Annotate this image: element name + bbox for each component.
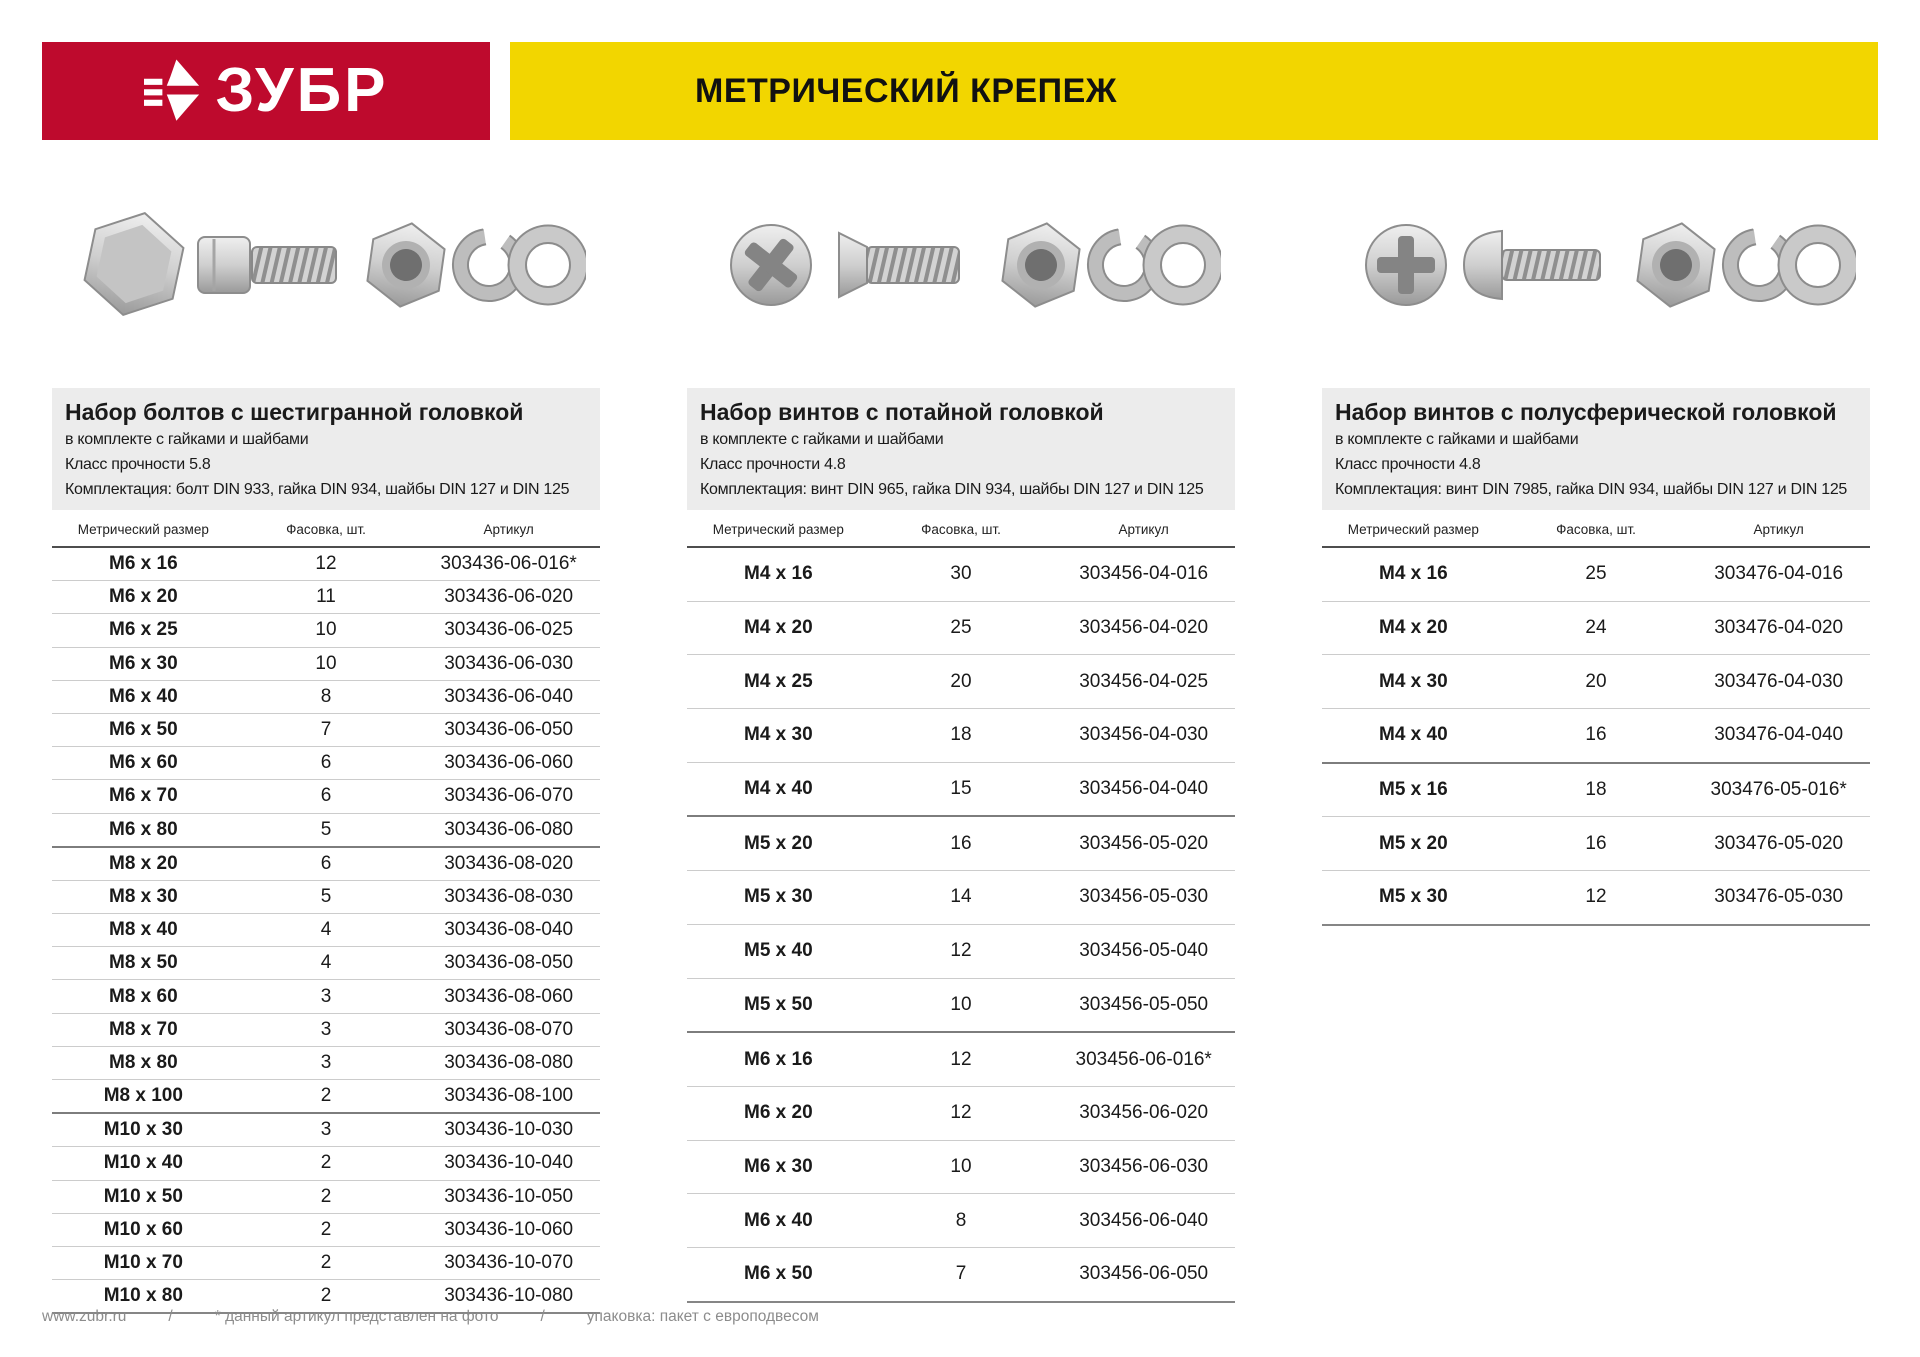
- cell-size: М4 х 30: [1379, 670, 1448, 692]
- col-header-size: Метрический размер: [77, 522, 209, 537]
- cell-size: М6 х 16: [109, 553, 178, 575]
- product-title: Набор винтов с потайной головкой: [700, 399, 1104, 425]
- table-row: [687, 601, 1235, 655]
- cell-size: М5 х 30: [1379, 886, 1448, 908]
- cell-art: 303476-05-020: [1714, 832, 1844, 854]
- product-info-block: [687, 388, 1235, 510]
- cell-art: 303456-04-025: [1079, 670, 1209, 692]
- cell-art: 303456-06-050: [1079, 1263, 1209, 1285]
- table-row: [687, 762, 1235, 816]
- cell-art: 303456-05-030: [1079, 886, 1209, 908]
- cell-qty: 6: [320, 752, 332, 774]
- cell-qty: 24: [1585, 617, 1607, 639]
- cell-qty: 10: [950, 1155, 972, 1177]
- product-subtitle: в комплекте с гайками и шайбами: [700, 431, 944, 448]
- table-row: [687, 654, 1235, 708]
- footer-separator: /: [168, 1308, 173, 1325]
- cell-qty: 2: [320, 1285, 332, 1307]
- cell-art: 303436-10-050: [444, 1185, 574, 1207]
- cell-size: М10 х 80: [103, 1285, 183, 1307]
- zubr-bison-icon: [144, 57, 200, 125]
- components-line: Комплектация: болт DIN 933, гайка DIN 934, шайбы DIN 127 и DIN 125: [65, 481, 570, 498]
- components-line: Комплектация: винт DIN 965, гайка DIN 934, шайбы DIN 127 и DIN 125: [700, 481, 1204, 498]
- table-row: [52, 813, 600, 846]
- col-header-qty: Фасовка, шт.: [286, 522, 366, 537]
- cell-size: М6 х 30: [109, 652, 178, 674]
- cell-art: 303436-10-060: [444, 1218, 574, 1240]
- product-info-block: [1322, 388, 1870, 510]
- column-pan-head-screws: [1322, 140, 1870, 1314]
- components-line: Комплектация: винт DIN 7985, гайка DIN 934, шайбы DIN 127 и DIN 125: [1335, 481, 1848, 498]
- table-body: [1322, 548, 1870, 926]
- table-row: [1322, 764, 1870, 817]
- cell-size: М4 х 20: [1379, 617, 1448, 639]
- cell-art: 303436-08-030: [444, 885, 574, 907]
- cell-qty: 10: [315, 619, 337, 641]
- table-row: [687, 1193, 1235, 1247]
- cell-qty: 7: [320, 719, 332, 741]
- cell-qty: 2: [320, 1252, 332, 1274]
- cell-size: М6 х 50: [744, 1263, 813, 1285]
- table-row: [52, 680, 600, 713]
- table-row: [687, 1033, 1235, 1086]
- table-row: [687, 817, 1235, 870]
- cell-size: М5 х 40: [744, 940, 813, 962]
- cell-art: 303456-06-040: [1079, 1209, 1209, 1231]
- cell-art: 303456-04-030: [1079, 724, 1209, 746]
- cell-qty: 30: [950, 563, 972, 585]
- cell-art: 303436-06-040: [444, 685, 574, 707]
- product-title: Набор болтов с шестигранной головкой: [65, 399, 524, 425]
- cell-qty: 11: [316, 586, 336, 608]
- cell-size: М6 х 40: [744, 1209, 813, 1231]
- cell-qty: 12: [315, 553, 337, 575]
- size-group: [687, 1031, 1235, 1300]
- size-group: [52, 1112, 600, 1312]
- cell-qty: 7: [955, 1263, 967, 1285]
- cell-qty: 3: [320, 1018, 332, 1040]
- cell-size: М5 х 30: [744, 886, 813, 908]
- cell-art: 303436-10-040: [444, 1152, 574, 1174]
- cell-size: М10 х 50: [103, 1185, 183, 1207]
- table-header: [1322, 510, 1870, 548]
- cell-qty: 8: [955, 1209, 967, 1231]
- cell-size: М8 х 50: [109, 952, 178, 974]
- cell-qty: 5: [320, 885, 332, 907]
- size-group: [687, 815, 1235, 1031]
- cell-qty: 2: [320, 1185, 332, 1207]
- cell-art: 303436-06-060: [444, 752, 574, 774]
- table-row: [52, 1246, 600, 1279]
- cell-size: М8 х 20: [109, 852, 178, 874]
- cell-art: 303476-04-030: [1714, 670, 1844, 692]
- cell-art: 303436-08-020: [444, 852, 574, 874]
- strength-class: Класс прочности 5.8: [65, 456, 211, 473]
- table-row: [52, 1180, 600, 1213]
- cell-size: М8 х 30: [109, 885, 178, 907]
- col-header-article: Артикул: [1118, 522, 1169, 537]
- table-row: [52, 880, 600, 913]
- cell-qty: 10: [950, 993, 972, 1015]
- cell-qty: 2: [320, 1218, 332, 1240]
- cell-size: М6 х 60: [109, 752, 178, 774]
- cell-size: М6 х 70: [109, 785, 178, 807]
- cell-size: М4 х 30: [744, 724, 813, 746]
- table-row: [1322, 548, 1870, 601]
- table-row: [687, 870, 1235, 924]
- cell-qty: 25: [950, 617, 972, 639]
- cell-art: 303436-08-060: [444, 985, 574, 1007]
- cell-qty: 3: [320, 1051, 332, 1073]
- table-row: [687, 978, 1235, 1032]
- cell-art: 303436-10-030: [444, 1119, 574, 1141]
- cell-qty: 6: [320, 852, 332, 874]
- cell-art: 303456-04-020: [1079, 617, 1209, 639]
- table-row: [687, 1086, 1235, 1140]
- cell-size: М6 х 40: [109, 685, 178, 707]
- cell-qty: 20: [1585, 670, 1607, 692]
- cell-size: М8 х 60: [109, 985, 178, 1007]
- table-row: [1322, 870, 1870, 924]
- cell-size: М10 х 70: [103, 1252, 183, 1274]
- table-row: [52, 848, 600, 880]
- cell-qty: 6: [320, 785, 332, 807]
- table-body: [687, 548, 1235, 1303]
- table-header: [687, 510, 1235, 548]
- size-group: [1322, 548, 1870, 762]
- hex-bolt-kit-photo: [52, 140, 600, 388]
- table-row: [52, 1046, 600, 1079]
- table-row: [52, 548, 600, 580]
- column-hex-bolts: [52, 140, 600, 1314]
- cell-size: М4 х 16: [1379, 563, 1448, 585]
- cell-art: 303456-06-030: [1079, 1155, 1209, 1177]
- table-header: [52, 510, 600, 548]
- cell-art: 303456-04-016: [1079, 563, 1209, 585]
- cell-qty: 8: [320, 685, 332, 707]
- cell-size: М10 х 60: [103, 1218, 183, 1240]
- cell-qty: 20: [950, 670, 972, 692]
- cell-size: М4 х 20: [744, 617, 813, 639]
- col-header-size: Метрический размер: [712, 522, 844, 537]
- table-row: [52, 1079, 600, 1112]
- cell-art: 303436-06-016*: [440, 553, 577, 575]
- cell-size: М4 х 25: [744, 670, 813, 692]
- table-row: [52, 979, 600, 1012]
- cell-art: 303436-08-070: [444, 1018, 574, 1040]
- table-row: [1322, 601, 1870, 655]
- cell-qty: 3: [320, 985, 332, 1007]
- cell-size: М8 х 80: [109, 1051, 178, 1073]
- cell-art: 303456-05-040: [1079, 940, 1209, 962]
- table-row: [52, 647, 600, 680]
- col-header-size: Метрический размер: [1347, 522, 1479, 537]
- table-row: [687, 1140, 1235, 1194]
- table-row: [52, 946, 600, 979]
- cell-qty: 12: [950, 940, 972, 962]
- site-link[interactable]: www.zubr.ru: [42, 1308, 127, 1325]
- table-row: [52, 613, 600, 646]
- cell-art: 303436-06-050: [444, 719, 574, 741]
- col-header-qty: Фасовка, шт.: [1556, 522, 1636, 537]
- cell-size: М5 х 50: [744, 993, 813, 1015]
- footer-separator: /: [540, 1308, 545, 1325]
- cell-qty: 4: [320, 952, 332, 974]
- cell-qty: 4: [320, 919, 332, 941]
- cell-size: М6 х 20: [744, 1102, 813, 1124]
- size-group: [52, 846, 600, 1113]
- cell-qty: 16: [1585, 832, 1607, 854]
- cell-size: М4 х 40: [744, 778, 813, 800]
- product-subtitle: в комплекте с гайками и шайбами: [1335, 431, 1579, 448]
- cell-qty: 12: [1585, 886, 1607, 908]
- table-row: [52, 580, 600, 613]
- cell-qty: 2: [320, 1152, 332, 1174]
- cell-qty: 18: [1585, 779, 1607, 801]
- table-row: [52, 1114, 600, 1146]
- cell-art: 303476-05-030: [1714, 886, 1844, 908]
- cell-qty: 15: [950, 778, 972, 800]
- cell-art: 303476-04-016: [1714, 563, 1844, 585]
- table-row: [52, 1213, 600, 1246]
- col-header-article: Артикул: [1753, 522, 1804, 537]
- cell-art: 303436-08-080: [444, 1051, 574, 1073]
- cell-art: 303436-10-080: [444, 1285, 574, 1307]
- table-row: [52, 913, 600, 946]
- catalog-columns: [52, 140, 1870, 1314]
- product-info-block: [52, 388, 600, 510]
- cell-art: 303476-04-020: [1714, 617, 1844, 639]
- cell-size: М8 х 70: [109, 1018, 178, 1040]
- cell-art: 303436-06-030: [444, 652, 574, 674]
- cell-size: М4 х 40: [1379, 724, 1448, 746]
- cell-art: 303436-08-050: [444, 952, 574, 974]
- product-title: Набор винтов с полусферической головкой: [1335, 399, 1837, 425]
- cell-qty: 12: [950, 1102, 972, 1124]
- cell-qty: 16: [950, 832, 972, 854]
- size-group: [687, 548, 1235, 815]
- strength-class: Класс прочности 4.8: [1335, 456, 1481, 473]
- size-group: [52, 548, 600, 846]
- packaging-note: упаковка: пакет с европодвесом: [586, 1308, 819, 1325]
- cell-qty: 14: [950, 886, 972, 908]
- cell-size: М5 х 16: [1379, 779, 1448, 801]
- cell-qty: 18: [950, 724, 972, 746]
- cell-qty: 25: [1585, 563, 1607, 585]
- cell-art: 303436-06-080: [444, 818, 574, 840]
- cell-art: 303436-10-070: [444, 1252, 574, 1274]
- cell-art: 303436-06-020: [444, 586, 574, 608]
- table-row: [687, 924, 1235, 978]
- strength-class: Класс прочности 4.8: [700, 456, 846, 473]
- cell-size: М6 х 30: [744, 1155, 813, 1177]
- cell-qty: 12: [950, 1048, 972, 1070]
- brand-logo-text: ЗУБР: [215, 56, 389, 125]
- cell-qty: 10: [315, 652, 337, 674]
- table-row: [52, 746, 600, 779]
- brand-banner: [42, 42, 490, 140]
- table-row: [687, 548, 1235, 601]
- cell-art: 303456-04-040: [1079, 778, 1209, 800]
- cell-art: 303436-06-070: [444, 785, 574, 807]
- cell-size: М5 х 20: [744, 832, 813, 854]
- table-row: [1322, 708, 1870, 762]
- table-row: [687, 708, 1235, 762]
- cell-size: М6 х 80: [109, 818, 178, 840]
- table-row: [1322, 816, 1870, 870]
- cell-art: 303456-05-050: [1079, 993, 1209, 1015]
- cell-size: М6 х 50: [109, 719, 178, 741]
- photo-note: * данный артикул представлен на фото: [214, 1308, 499, 1325]
- countersunk-screw-kit-photo: [687, 140, 1235, 388]
- cell-size: М8 х 100: [103, 1085, 183, 1107]
- cell-size: М10 х 30: [103, 1119, 183, 1141]
- cell-art: 303456-05-020: [1079, 832, 1209, 854]
- cell-size: М5 х 20: [1379, 832, 1448, 854]
- cell-qty: 16: [1585, 724, 1607, 746]
- cell-art: 303456-06-020: [1079, 1102, 1209, 1124]
- table-row: [52, 779, 600, 812]
- table-row: [52, 713, 600, 746]
- table-row: [1322, 654, 1870, 708]
- cell-art: 303436-08-040: [444, 919, 574, 941]
- cell-size: М4 х 16: [744, 563, 813, 585]
- cell-qty: 3: [320, 1119, 332, 1141]
- table-row: [687, 1247, 1235, 1301]
- cell-size: М6 х 25: [109, 619, 178, 641]
- cell-qty: 5: [320, 818, 332, 840]
- col-header-article: Артикул: [483, 522, 534, 537]
- page-title-banner: [510, 42, 1878, 140]
- size-group: [1322, 762, 1870, 924]
- cell-size: М6 х 20: [109, 586, 178, 608]
- cell-size: М10 х 40: [103, 1152, 183, 1174]
- cell-size: М8 х 40: [109, 919, 178, 941]
- cell-qty: 2: [320, 1085, 332, 1107]
- footer: [42, 1308, 819, 1326]
- table-row: [52, 1013, 600, 1046]
- product-subtitle: в комплекте с гайками и шайбами: [65, 431, 309, 448]
- cell-art: 303456-06-016*: [1075, 1048, 1212, 1070]
- cell-art: 303436-06-025: [444, 619, 574, 641]
- table-row: [52, 1146, 600, 1179]
- cell-size: М6 х 16: [744, 1048, 813, 1070]
- cell-art: 303476-04-040: [1714, 724, 1844, 746]
- col-header-qty: Фасовка, шт.: [921, 522, 1001, 537]
- column-countersunk-screws: [687, 140, 1235, 1314]
- table-body: [52, 548, 600, 1314]
- cell-art: 303436-08-100: [444, 1085, 574, 1107]
- page-title: МЕТРИЧЕСКИЙ КРЕПЕЖ: [695, 71, 1118, 110]
- pan-head-screw-kit-photo: [1322, 140, 1870, 388]
- cell-art: 303476-05-016*: [1710, 779, 1847, 801]
